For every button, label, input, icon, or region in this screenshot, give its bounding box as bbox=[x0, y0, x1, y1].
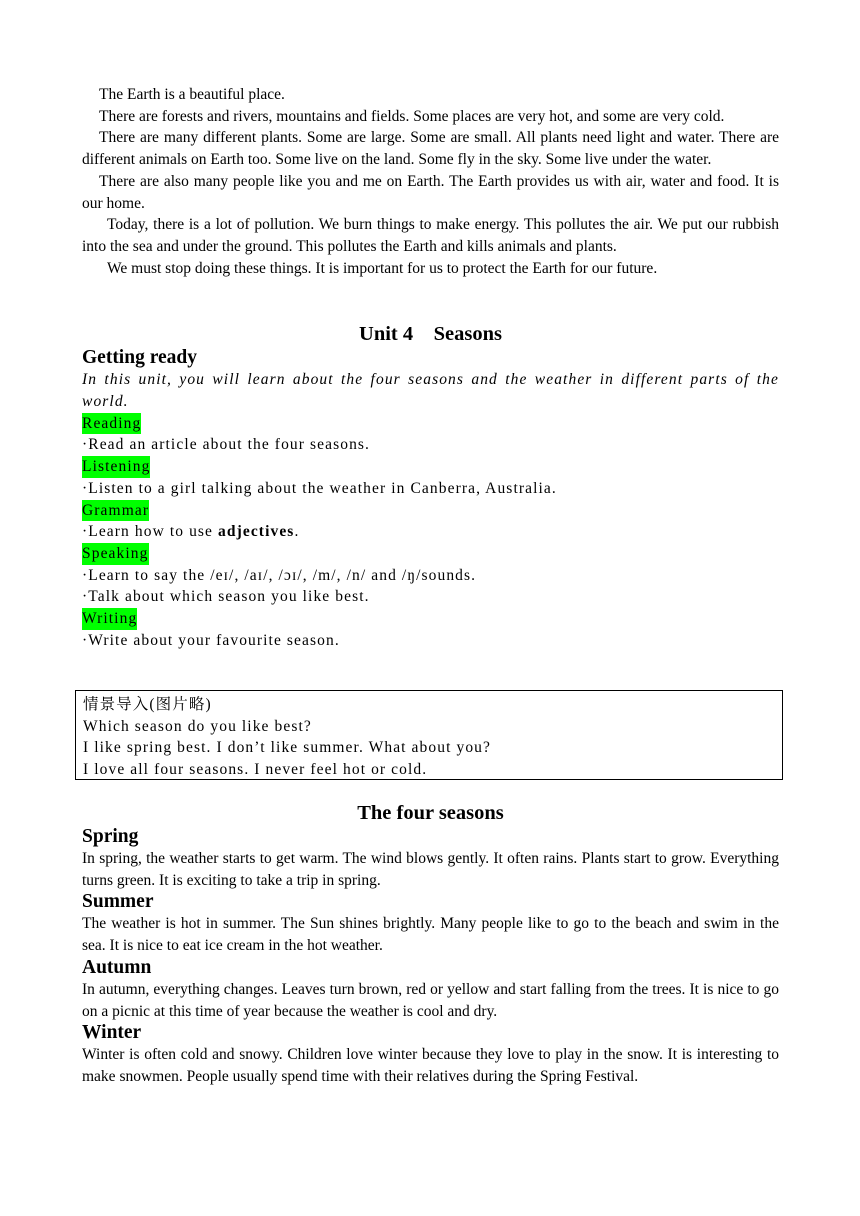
intro-paragraph-5: Today, there is a lot of pollution. We burn things to make energy. This pollutes the air. We put our rubbish into the sea and under the ground. This pollutes the Earth and kills animals and plants. bbox=[82, 216, 779, 255]
box-line-2: Which season do you like best? bbox=[83, 717, 312, 735]
section-text-summer: The weather is hot in summer. The Sun shines brightly. Many people like to go to the beach and swim in the sea. It is nice to eat ice cream in the hot weather. bbox=[82, 915, 779, 955]
intro-paragraph-1: The Earth is a beautiful place. bbox=[99, 86, 285, 103]
skill-label-grammar: Grammar bbox=[82, 500, 779, 522]
skill-item-listening: ·Listen to a girl talking about the weather in Canberra, Australia. bbox=[82, 479, 557, 497]
intro-paragraph-3: There are many different plants. Some are large. Some are small. All plants need light and water. There are different animals on Earth too. Some live on the land. Some fly in the sky. Some live under the water. bbox=[82, 129, 779, 169]
intro-paragraph-4: There are also many people like you and me on Earth. The Earth provides us with air, water and food. It is our home. bbox=[82, 172, 779, 212]
skill-item-speaking-1: ·Learn to say the /eɪ/, /aɪ/, /ɔɪ/, /m/, /n/ and /ŋ/sounds. bbox=[82, 566, 477, 584]
skill-label-writing: Writing bbox=[82, 608, 779, 630]
section-text-autumn: In autumn, everything changes. Leaves turn brown, red or yellow and start falling from the trees. It is nice to go on a picnic at this time of year because the weather is cool and dry. bbox=[82, 980, 779, 1020]
intro-paragraph-6: We must stop doing these things. It is important for us to protect the Earth for our future. bbox=[107, 259, 658, 277]
unit-title: Unit 4 Seasons bbox=[359, 323, 502, 346]
section-heading-autumn: Autumn bbox=[82, 956, 152, 978]
section-heading-spring: Spring bbox=[82, 826, 139, 847]
document-page bbox=[82, 84, 779, 651]
skill-item-speaking-2: ·Talk about which season you like best. bbox=[82, 588, 370, 606]
section-heading-summer: Summer bbox=[82, 891, 154, 913]
box-line-4: I love all four seasons. I never feel hot or cold. bbox=[83, 761, 428, 779]
section-text-spring: In spring, the weather starts to get warm. The wind blows gently. It often rains. Plants start to grow. Everything turns green. It is exciting to take a trip in spring. bbox=[82, 850, 779, 889]
unit-intro: In this unit, you will learn about the four seasons and the weather in different parts of the world. bbox=[82, 371, 779, 411]
skill-label-speaking: Speaking bbox=[82, 543, 779, 565]
getting-ready-heading: Getting ready bbox=[82, 347, 198, 369]
box-line-1: 情景导入(图片略) bbox=[83, 696, 212, 713]
skill-item-reading: ·Read an article about the four seasons. bbox=[82, 436, 371, 454]
article-title: The four seasons bbox=[357, 802, 504, 824]
box-line-3: I like spring best. I don’t like summer. What about you? bbox=[83, 739, 491, 757]
article bbox=[82, 800, 779, 1088]
section-heading-winter: Winter bbox=[82, 1022, 142, 1044]
skill-item-writing: ·Write about your favourite season. bbox=[82, 631, 340, 649]
scenario-box bbox=[75, 690, 783, 780]
skill-label-reading: Reading bbox=[82, 413, 779, 435]
skill-item-grammar: ·Learn how to use adjectives. bbox=[82, 523, 300, 541]
section-text-winter: Winter is often cold and snowy. Children love winter because they love to play in the snow. It is interesting to make snowmen. People usually spend time with their relatives during the Spring Festival. bbox=[82, 1046, 779, 1085]
skill-label-listening: Listening bbox=[82, 456, 779, 478]
intro-paragraph-2: There are forests and rivers, mountains and fields. Some places are very hot, and some are very cold. bbox=[99, 107, 725, 125]
